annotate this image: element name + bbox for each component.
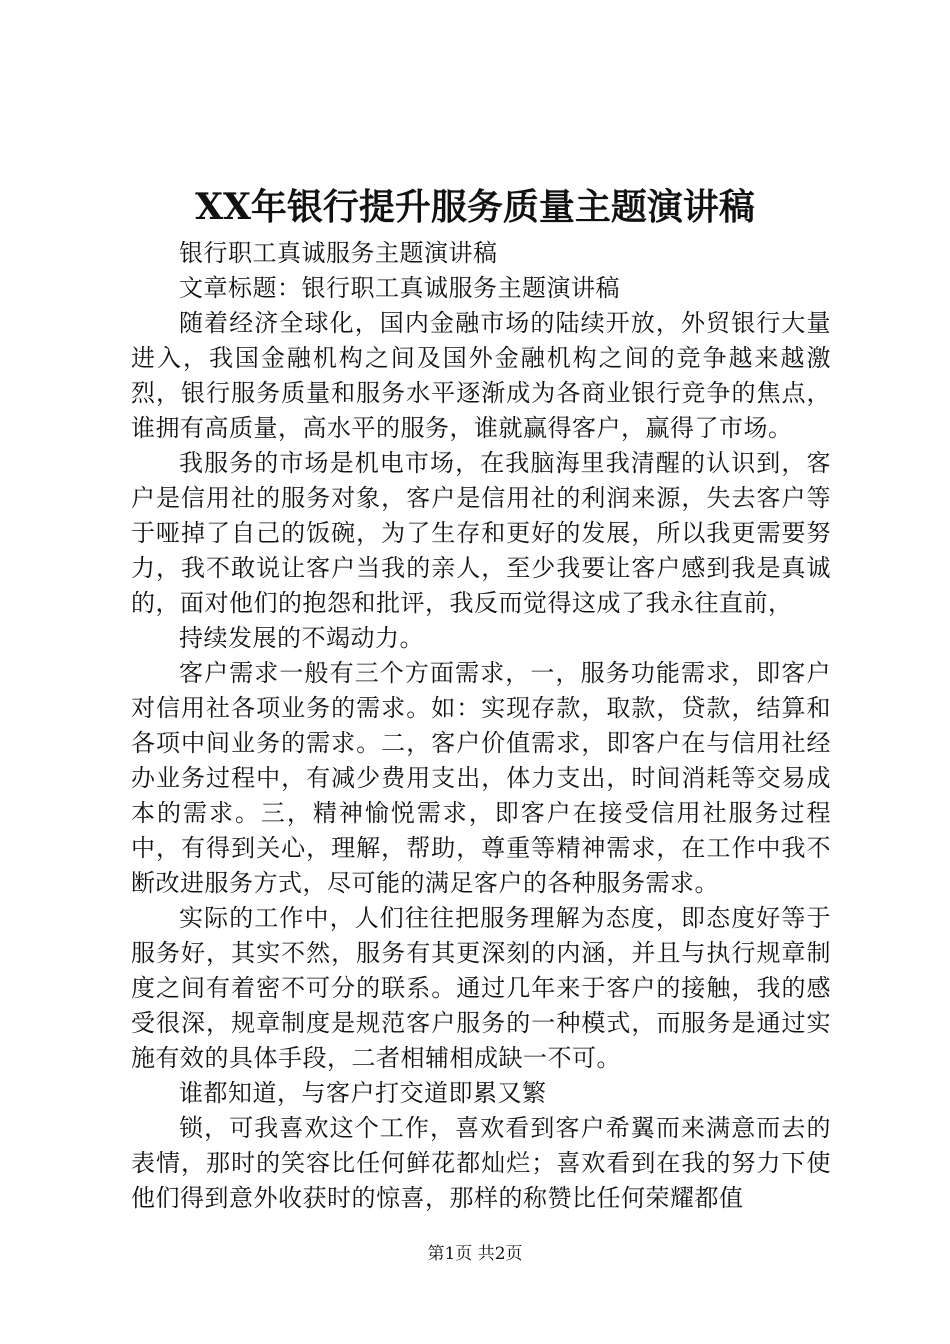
paragraph: 我服务的市场是机电市场，在我脑海里我清醒的认识到，客户是信用社的服务对象，客户是信用社的利润来源，失去客户等于哑掉了自己的饭碗，为了生存和更好的发展，所以我更需要努力，我不敢说让客户当我的亲人，至少我要让客户感到我是真诚的，面对他们的抱怨和批评，我反而觉得这成了我永往直前， xyxy=(131,449,831,617)
document-body xyxy=(131,236,831,1216)
paragraph-article-title: 文章标题：银行职工真诚服务主题演讲稿 xyxy=(179,274,620,302)
paragraph: 客户需求一般有三个方面需求，一，服务功能需求，即客户对信用社各项业务的需求。如：实现存款，取款，贷款，结算和各项中间业务的需求。二，客户价值需求，即客户在与信用社经办业务过程中，有减少费用支出，体力支出，时间消耗等交易成本的需求。三，精神愉悦需求，即客户在接受信用社服务过程中，有得到关心，理解，帮助，尊重等精神需求，在工作中我不断改进服务方式，尽可能的满足客户的各种服务需求。 xyxy=(131,659,831,897)
paragraph: 实际的工作中，人们往往把服务理解为态度，即态度好等于服务好，其实不然，服务有其更深刻的内涵，并且与执行规章制度之间有着密不可分的联系。通过几年来于客户的接触，我的感受很深，规章制度是规范客户服务的一种模式，而服务是通过实施有效的具体手段，二者相辅相成缺一不可。 xyxy=(131,904,831,1072)
paragraph-subtitle: 银行职工真诚服务主题演讲稿 xyxy=(179,239,498,267)
page-footer: 第1页 共2页 xyxy=(427,1244,523,1264)
document-title: XX年银行提升服务质量主题演讲稿 xyxy=(195,186,755,228)
paragraph: 谁都知道，与客户打交道即累又繁 xyxy=(179,1079,547,1107)
paragraph: 锁，可我喜欢这个工作，喜欢看到客户希翼而来满意而去的表情，那时的笑容比任何鲜花都灿烂；喜欢看到在我的努力下使他们得到意外收获时的惊喜，那样的称赞比任何荣耀都值 xyxy=(131,1114,831,1212)
paragraph: 随着经济全球化，国内金融市场的陆续开放，外贸银行大量进入，我国金融机构之间及国外金融机构之间的竞争越来越激烈，银行服务质量和服务水平逐渐成为各商业银行竞争的焦点，谁拥有高质量，高水平的服务，谁就赢得客户，赢得了市场。 xyxy=(131,309,831,442)
paragraph: 持续发展的不竭动力。 xyxy=(179,624,424,652)
